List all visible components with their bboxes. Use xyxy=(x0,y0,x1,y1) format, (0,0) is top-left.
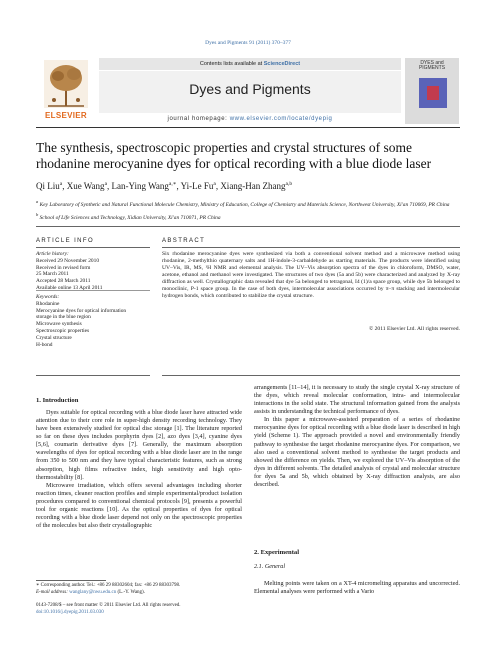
keyword: Rhodanine xyxy=(36,300,60,307)
article-info-bottom-rule xyxy=(36,375,150,376)
affiliation-a: $^a$ Key Laboratory of Synthetic and Natural Functional Molecule Chemistry, Ministry of Education, College of Chemistry and Materials Science, Northwest University, Xi'an 710069, PR China xyxy=(36,199,450,208)
article-history xyxy=(36,251,156,292)
email-line xyxy=(36,590,242,597)
corresponding-author-footnote xyxy=(36,583,242,596)
history-line: Available online 13 April 2011 xyxy=(36,284,103,291)
body-paragraph: In this paper a microwave-assisted preparation of a series of rhodanine merocyanine dyes for optical recording with a blue diode laser is described in high yield (Scheme 1). The approach provided a novel and environmentally friendly pathway to synthesise the target rhodanine merocyanine dyes. For comparison, we also used a conventional solvent method to synthesise the target products and showed the difference on yields. Then, we explored the UV–Vis absorption of the dyes in different solvents. The detailed analysis of crystal and molecular structure for dyes 5a and 5b, which obtained by X-ray diffraction analysis, are also described. xyxy=(254,416,460,488)
introduction-column xyxy=(36,409,242,530)
history-line: Accepted 28 March 2011 xyxy=(36,278,91,285)
author-list: Qi Liu$^a$, Xue Wang$^a$, Lan-Ying Wang$^{a,∗}$, Yi-Le Fu$^a$, Xiang-Han Zhang$^{a,b}$ xyxy=(36,181,293,191)
introduction-paragraph: Dyes suitable for optical recording with a blue diode laser have attracted wide attention due to their core role in super-high density recording technology. They have been extensively studied for optical disc storage [1]. The literature reported so far on these dyes includes porphyrin dyes [2], azo dyes [3,4], cyanine dyes [5,6], coumarin derivative dyes [7]. Generally, the maximum absorption wavelengths of dyes for optical recording with a blue diode laser are in the range from 350 to 500 nm and they have typical characteristic features, such as strong absorption, high films refractive index, high sensitivity and high opto-thermostability [8]. xyxy=(36,409,242,481)
keyword: H-bond xyxy=(36,341,53,348)
elsevier-wordmark: ELSEVIER xyxy=(45,111,87,120)
article-info-divider xyxy=(36,290,150,291)
right-column xyxy=(254,384,460,489)
header-rule xyxy=(36,127,460,128)
keywords-label: Keywords: xyxy=(36,294,60,300)
author-name: Yi-Le Fu xyxy=(180,181,214,191)
cover-title: DYES and PIGMENTS xyxy=(418,60,446,71)
article-title: The synthesis, spectroscopic properties and crystal structures of some rhodanine merocyanine dyes for optical recording with a blue diode laser xyxy=(36,140,432,171)
journal-title: Dyes and Pigments xyxy=(189,81,311,97)
footnote-rule xyxy=(36,580,106,581)
keyword: Microwave synthesis xyxy=(36,321,82,328)
homepage-prefix: journal homepage: xyxy=(167,116,230,122)
author-affiliation-mark: a,b xyxy=(285,181,293,187)
author-name: Qi Liu xyxy=(36,181,60,191)
general-subheading: 2.1. General xyxy=(254,563,286,570)
affiliation-a-text: Key Laboratory of Synthetic and Natural Functional Molecule Chemistry, Ministry of Education, College of Chemistry and Materials Science, Northwest University, Xi'an 710069, PR China xyxy=(39,201,450,208)
introduction-heading: 1. Introduction xyxy=(36,397,79,404)
elsevier-logo xyxy=(36,58,96,124)
abstract-bottom-rule xyxy=(162,375,460,376)
email-link[interactable]: wanglany@nwu.edu.cn xyxy=(69,589,117,595)
body-paragraph: Melting points were taken on a XT-4 micromelting apparatus and uncorrected. Elemental analyses were performed with a Vario xyxy=(254,580,460,596)
contents-bar xyxy=(99,58,401,70)
sciencedirect-link[interactable]: ScienceDirect xyxy=(263,61,301,67)
author-name: Xiang-Han Zhang xyxy=(220,181,286,191)
doi-link[interactable]: doi:10.1016/j.dyepig.2011.03.030 xyxy=(36,609,104,615)
issn-doi-block xyxy=(36,603,242,616)
journal-reference: Dyes and Pigments 91 (2011) 370–377 xyxy=(205,40,291,46)
affiliation-b: $^b$ School of Life Sciences and Technology, Xidian University, Xi'an 710071, PR China xyxy=(36,212,221,221)
keyword: Crystal structure xyxy=(36,334,72,341)
keyword: Spectroscopic properties xyxy=(36,327,90,334)
journal-cover-thumbnail xyxy=(405,58,459,124)
history-label: Article history: xyxy=(36,251,69,257)
email-suffix: (L.-Y. Wang). xyxy=(116,589,145,595)
author-affiliation-mark: a xyxy=(59,181,63,187)
experimental-heading: 2. Experimental xyxy=(254,549,300,556)
author-affiliation-mark: a xyxy=(104,181,108,187)
abstract-text: Six rhodanine merocyanine dyes were synthesized via both a conventional solvent method and a microwave method using rhodanine, 2-methylthio quaternary salts and 1H-indole-3-carbaldehyde as starting materials. The products were identified using UV–Vis, IR, MS, ¹H NMR and elemental analysis. The UV–Vis absorption spectra of the dyes in chloroform, DMSO, water, acetone, ethanol and methanol were investigated. The structures of two dyes (5a and 5b) were characterized and analyzed by X-ray diffraction as well. Crystallographic data revealed that dye 5a belonged to tetragonal, I4 (1)/a space group, while dye 5b belonged to monoclinic, P-1 space group. In the case of both dyes, intermolecular associations occurred by π–π stacking and intermolecular hydrogen bonds, which contributed to stabilize the crystal structure. xyxy=(162,251,460,300)
author-affiliation-mark: a xyxy=(213,181,216,187)
email-label: E-mail address: xyxy=(36,589,70,595)
history-line: Received in revised form xyxy=(36,264,91,271)
journal-homepage xyxy=(99,116,401,122)
keyword: storage in the blue region xyxy=(36,314,91,321)
corresponding-author: ∗ Corresponding author. Tel.: +86 29 88302604; fax: +86 29 88303798. xyxy=(36,583,181,588)
keyword: Merocyanine dyes for optical information xyxy=(36,307,127,314)
journal-title-band xyxy=(99,71,401,113)
author-affiliation-mark: a,∗ xyxy=(168,181,177,187)
affiliation-b-text: School of Life Sciences and Technology, Xidian University, Xi'an 710071, PR China xyxy=(39,214,221,221)
cover-artwork-accent xyxy=(427,86,439,100)
author-name: Xue Wang xyxy=(66,181,105,191)
introduction-paragraph: Microwave irradiation, which offers several advantages including shorter reaction times, cleaner reaction profiles and simple experimental/product isolation procedures compared to conventional chemical protocols [9], presents a powerful tool for organic reactions [10]. As the optical properties of dyes for optical recording with a blue diode laser depend not only on the spectroscopic properties of the molecules but also their crystallographic xyxy=(36,481,242,530)
keywords xyxy=(36,294,156,348)
body-paragraph: arrangements [11–14], it is necessary to study the single crystal X-ray structure of the dyes, which reveal molecular conformation, intra- and intermolecular interactions in the solid state. The structural information gained from the analysis assists in understanding the technical performance of dyes. xyxy=(254,384,460,416)
abstract-copyright: © 2011 Elsevier Ltd. All rights reserved. xyxy=(368,326,460,332)
issn-line: 0143-7208/$ – see front matter © 2011 Elsevier Ltd. All rights reserved. xyxy=(36,603,181,608)
affiliation-rule xyxy=(36,226,460,227)
contents-prefix: Contents lists available at xyxy=(199,61,264,67)
history-line: 25 March 2011 xyxy=(36,271,69,278)
elsevier-tree-icon xyxy=(44,60,88,108)
abstract-heading: ABSTRACT xyxy=(162,238,206,244)
article-info-heading: ARTICLE INFO xyxy=(36,238,95,244)
homepage-link[interactable]: www.elsevier.com/locate/dyepig xyxy=(229,116,333,122)
history-line: Received 29 November 2010 xyxy=(36,257,100,264)
author-name: Lan-Ying Wang xyxy=(111,181,169,191)
article-info-rule xyxy=(36,247,150,248)
abstract-rule xyxy=(162,247,460,248)
